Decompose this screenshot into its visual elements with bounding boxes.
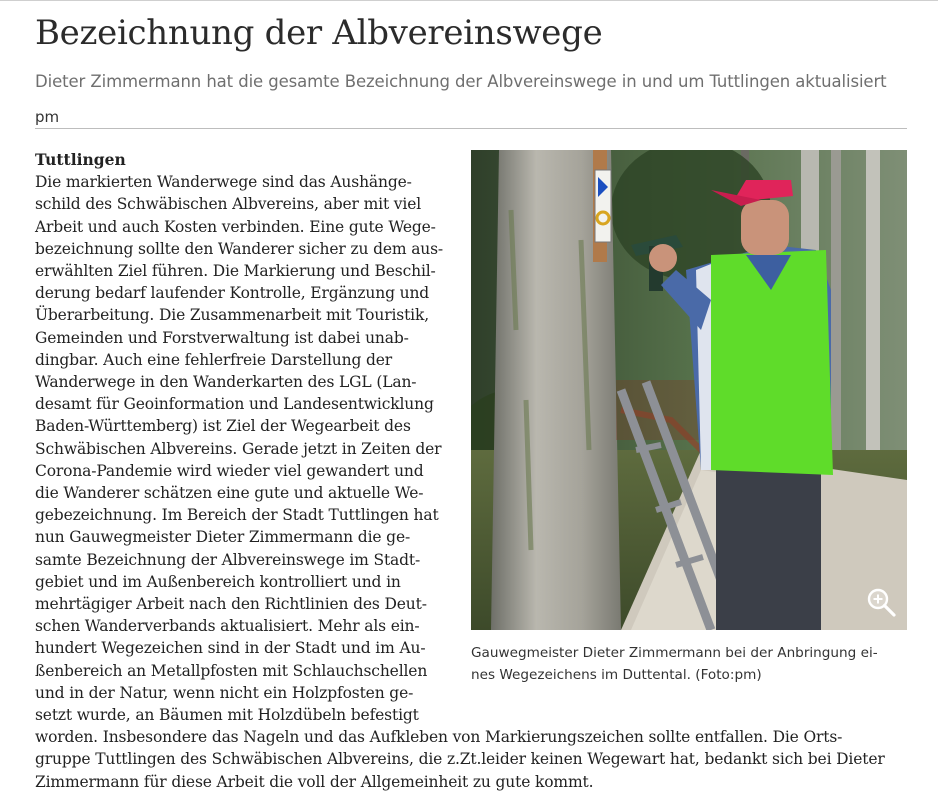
body-line: gebiet und im Außenbereich kontrolliert und in — [35, 572, 401, 591]
article-body — [35, 149, 935, 793]
body-line: hundert Wegezeichen sind in der Stadt und im Au- — [35, 639, 426, 658]
body-line: Zimmermann für diese Arbeit die voll der Allgemeinheit zu gute kommt. — [35, 772, 594, 791]
header-divider — [35, 128, 907, 129]
body-line: schild des Schwäbischen Albvereins, aber mit viel — [35, 195, 422, 214]
body-line: nun Gauwegmeister Dieter Zimmermann die ge- — [35, 528, 411, 547]
body-line: setzt wurde, an Bäumen mit Holzdübeln befestigt — [35, 706, 419, 725]
body-line: bezeichnung sollte den Wanderer sicher zu dem aus- — [35, 239, 444, 258]
article-location: Tuttlingen — [35, 150, 126, 169]
body-line: worden. Insbesondere das Nageln und das Aufkleben von Markierungszeichen sollte entfallen. Die Orts- — [35, 728, 843, 747]
body-line: Gemeinden und Forstverwaltung ist dabei unab- — [35, 328, 409, 347]
body-line: mehrtägiger Arbeit nach den Richtlinien des Deut- — [35, 595, 427, 614]
body-line: Schwäbischen Albvereins. Gerade jetzt in Zeiten der — [35, 439, 442, 458]
body-line: die Wanderer schätzen eine gute und aktuelle We- — [35, 484, 424, 503]
article-author: pm — [35, 108, 60, 126]
body-line: erwählten Ziel führen. Die Markierung und Beschil- — [35, 262, 436, 281]
body-line: Baden-Württemberg) ist Ziel der Wegearbeit des — [35, 417, 411, 436]
body-line: schen Wanderverbands aktualisiert. Mehr als ein- — [35, 617, 420, 636]
article-title: Bezeichnung der Albvereinswege — [35, 13, 603, 53]
body-line: samte Bezeichnung der Albvereinswege im Stadt- — [35, 550, 421, 569]
body-line: und in der Natur, wenn nicht ein Holzpfosten ge- — [35, 683, 414, 702]
body-line: Wanderwege in den Wanderkarten des LGL (Lan- — [35, 373, 417, 392]
body-line: derung bedarf laufender Kontrolle, Ergänzung und — [35, 284, 430, 303]
body-line: Arbeit und auch Kosten verbinden. Eine gute Wege- — [35, 217, 436, 236]
body-line: Die markierten Wanderwege sind das Aushänge- — [35, 173, 412, 192]
body-line: Corona-Pandemie wird wieder viel gewandert und — [35, 461, 424, 480]
caption-line: nes Wegezeichens im Duttental. (Foto:pm) — [471, 667, 762, 683]
body-line: desamt für Geoinformation und Landesentwicklung — [35, 395, 434, 414]
body-line: dingbar. Auch eine fehlerfreie Darstellung der — [35, 350, 393, 369]
article-subtitle: Dieter Zimmermann hat die gesamte Bezeichnung der Albvereinswege in und um Tuttlingen aktualisiert — [35, 72, 887, 91]
body-line: ßenbereich an Metallpfosten mit Schlauchschellen — [35, 661, 428, 680]
body-line: gebezeichnung. Im Bereich der Stadt Tuttlingen hat — [35, 506, 439, 525]
body-line: Überarbeitung. Die Zusammenarbeit mit Touristik, — [35, 306, 429, 325]
caption-line: Gauwegmeister Dieter Zimmermann bei der Anbringung ei- — [471, 645, 878, 661]
body-line: gruppe Tuttlingen des Schwäbischen Albvereins, die z.Zt.leider keinen Wegewart hat, bedankt sich bei Dieter — [35, 750, 885, 769]
